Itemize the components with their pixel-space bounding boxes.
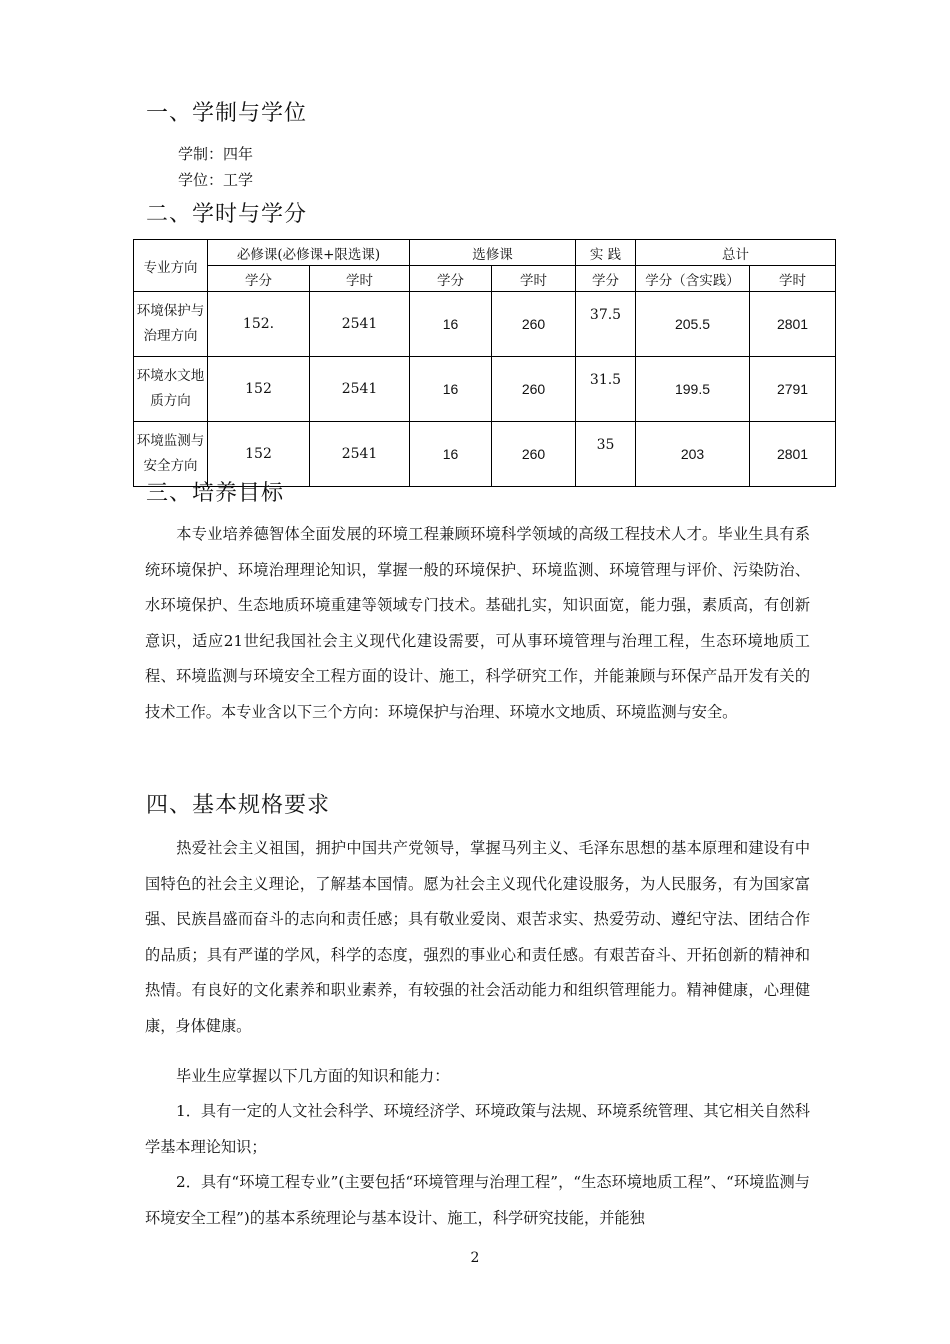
duration-text: 学制：四年 [178,145,254,163]
header-practice: 实 践 [576,240,636,266]
direction-cell: 环境监测与 安全方向 [134,422,208,487]
subheader-hours: 学时 [310,266,410,292]
elective-credit-cell: 16 [410,422,492,487]
required-hours-cell: 2541 [310,292,410,357]
direction-cell: 环境水文地 质方向 [134,357,208,422]
total-hours-cell: 2791 [750,357,836,422]
subheader-credit: 学分 [208,266,310,292]
required-credit-cell: 152. [208,292,310,357]
required-hours-cell: 2541 [310,422,410,487]
total-hours-cell: 2801 [750,422,836,487]
knowledge-intro-paragraph: 毕业生应掌握以下几方面的知识和能力： [176,1067,450,1085]
section-title-2: 二、学时与学分 [146,202,308,227]
practice-credit-cell: 37.5 [576,292,636,357]
knowledge-item-1: 1．具有一定的人文社会科学、环境经济学、环境政策与法规、环境系统管理、其它相关自然科学基本理论知识； [145,1102,810,1156]
knowledge-item-2: 2．具有“环境工程专业”(主要包括“环境管理与治理工程”，“生态环境地质工程”、“环境监测与环境安全工程”)的基本系统理论与基本设计、施工，科学研究技能，并能独 [145,1173,810,1227]
subheader-hours: 学时 [750,266,836,292]
required-credit-cell: 152 [208,357,310,422]
practice-credit-cell: 31.5 [576,357,636,422]
section-title-4: 四、基本规格要求 [146,793,331,818]
credits-table [133,239,836,487]
total-hours-cell: 2801 [750,292,836,357]
practice-credit-cell: 35 [576,422,636,487]
elective-hours-cell: 260 [492,292,576,357]
section-title-1: 一、学制与学位 [146,101,308,126]
table-row [134,292,836,357]
subheader-hours: 学时 [492,266,576,292]
header-required: 必修课(必修课+限选课) [208,240,410,266]
elective-hours-cell: 260 [492,422,576,487]
subheader-credit-incl: 学分（含实践） [636,266,750,292]
subheader-credit: 学分 [576,266,636,292]
total-credit-cell: 205.5 [636,292,750,357]
total-credit-cell: 199.5 [636,357,750,422]
total-credit-cell: 203 [636,422,750,487]
page-number: 2 [470,1250,480,1266]
requirements-paragraph: 热爱社会主义祖国，拥护中国共产党领导，掌握马列主义、毛泽东思想的基本原理和建设有中国特色的社会主义理论，了解基本国情。愿为社会主义现代化建设服务，为人民服务，有为国家富强、民族昌盛而奋斗的志向和责任感；具有敬业爱岗、艰苦求实、热爱劳动、遵纪守法、团结合作的品质；具有严谨的学风，科学的态度，强烈的事业心和责任感。有艰苦奋斗、开拓创新的精神和热情。有良好的文化素养和职业素养，有较强的社会活动能力和组织管理能力。精神健康，心理健康，身体健康。 [145,839,810,1035]
header-total: 总计 [636,240,836,266]
subheader-credit: 学分 [410,266,492,292]
table-subheader-row [134,266,836,292]
degree-text: 学位：工学 [178,171,254,189]
direction-cell: 环境保护与 治理方向 [134,292,208,357]
header-direction: 专业方向 [134,240,208,292]
elective-credit-cell: 16 [410,357,492,422]
header-elective: 选修课 [410,240,576,266]
elective-hours-cell: 260 [492,357,576,422]
objective-paragraph: 本专业培养德智体全面发展的环境工程兼顾环境科学领域的高级工程技术人才。毕业生具有系统环境保护、环境治理理论知识，掌握一般的环境保护、环境监测、环境管理与评价、污染防治、水环境保护、生态地质环境重建等领域专门技术。基础扎实，知识面宽，能力强，素质高，有创新意识，适应21世纪我国社会主义现代化建设需要，可从事环境管理与治理工程，生态环境地质工程、环境监测与环境安全工程方面的设计、施工，科学研究工作，并能兼顾与环保产品开发有关的技术工作。本专业含以下三个方向：环境保护与治理、环境水文地质、环境监测与安全。 [145,525,810,721]
table-row [134,357,836,422]
elective-credit-cell: 16 [410,292,492,357]
section-title-3: 三、培养目标 [146,481,285,506]
table-header-row [134,240,836,266]
required-credit-cell: 152 [208,422,310,487]
required-hours-cell: 2541 [310,357,410,422]
